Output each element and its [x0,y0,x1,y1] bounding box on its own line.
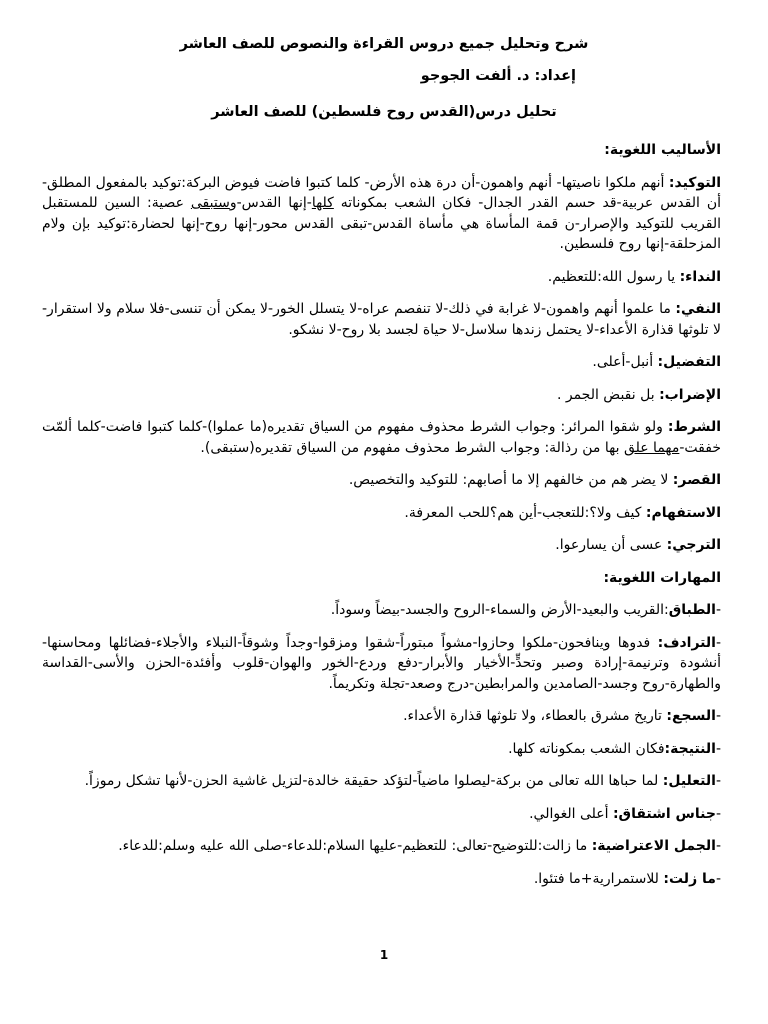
nafi-text: ما علموا أنهم واهمون-لا غرابة في ذلك-لا تنفصم عراه-لا يتسلل الخور-لا يمكن أن تنسى-فلا سلام ولا استقرار-لا تلوثها قذارة الأعداء-لا يحتمل زندها سلاسل-لا حياة لجسد بلا روح-لا نشكو. [42,301,721,338]
saja-label: السجع: [666,708,716,724]
nateeja-text: فكان الشعب بمكوناته كلها. [508,740,665,757]
idrab-paragraph [42,385,721,406]
styles-heading: الأساليب اللغوية: [604,142,721,158]
itiradiya-paragraph [42,836,721,857]
mazalat-dash: - [715,870,721,887]
taraduf-paragraph [42,633,721,695]
saja-paragraph [42,706,721,727]
shart-text-a: ولو شقوا المرائر: وجواب الشرط محذوف مفهوم من السياق تقديره(ما عملوا)-كلما كتبوا فاضت-كلما ألمّت خفقت- [42,419,721,456]
document-body [42,140,721,901]
taaleel-label: التعليل: [662,773,716,789]
tawkeed-underlined-2: ستبقى [190,195,230,211]
nida-paragraph [42,267,721,288]
taaleel-dash: - [715,773,721,789]
skills-heading: المهارات اللغوية: [603,569,721,586]
lesson-subtitle: تحليل درس(القدس روح فلسطين) للصف العاشر [211,104,557,120]
saja-text: تاريخ مشرق بالعطاء، ولا تلوثها قذارة الأعداء. [403,708,667,724]
shart-paragraph [42,417,721,458]
tarajji-label: الترجي: [666,537,721,553]
idrab-label: الإضراب: [659,386,721,403]
mazalat-paragraph [42,869,721,890]
saja-dash: - [715,708,721,724]
taraduf-text: فدوها وينافحون-ملكوا وحازوا-مشواً مبتوراً-شقوا ومزقوا-وجداً وشوقاً-النبلاء والأجلاء-فضائلها ومحاسنها-أنشودة وترنيمة-إرادة وصبر وتحدٍّ-الأخيار والأبرار-دفع وردع-الخور والهوان-قلوب وأفئدة-الحزن والأسى-القداسة والطهارة-روح وجسد-الصامدين والمرابطين-درج وصعد-تجلة وتكريماً. [42,634,721,692]
tawkeed-text-a: أنهم ملكوا ناصيتها- أنهم واهمون-أن درة هذه الأرض- كلما كتبوا فاضت فيوض البركة:توكيد بالمفعول المطلق-أن القدس عربية-قد حسم القدر الجدال- فكان الشعب بمكوناته [42,174,721,211]
shart-text-b: بها من رذالة: وجواب الشرط محذوف مفهوم من السياق تقديره(ستبقى). [200,439,624,456]
shart-underlined: مهما علق [623,439,680,456]
itiradiya-dash: - [715,838,721,854]
tawkeed-text-c: عصية: السين للمستقبل القريب للتوكيد والإصرار-ن قمة المأساة هي مأساة القدس-تبقى القدس محور-إنها روح-إنها لحضارة:توكيد بإن ولام المزحلقة-إنها روح فلسطين. [42,195,721,252]
itiradiya-label: الجمل الاعتراضية: [591,838,716,854]
mazalat-label: ما زلت: [663,870,716,887]
tarajji-text: عسى أن يسارعوا. [555,537,667,553]
tawkeed-label: التوكيد: [668,174,721,191]
tibaq-paragraph [42,600,721,621]
tafdeel-label: التفضيل: [657,354,721,370]
jinas-paragraph [42,804,721,825]
taraduf-dash: - [715,634,721,651]
tafdeel-paragraph [42,352,721,373]
idrab-text: بل نقبض الجمر . [556,386,660,403]
taaleel-paragraph [42,771,721,792]
tibaq-dash: - [715,602,721,618]
nida-text: يا رسول الله:للتعظيم. [547,268,680,285]
taraduf-label: الترادف: [657,634,716,651]
nateeja-dash: - [715,740,721,757]
qasr-text: لا يضر هم من خالفهم إلا ما أصابهم: للتوكيد والتخصيص. [348,472,673,488]
nateeja-paragraph [42,739,721,760]
istifham-text: كيف ولا؟:للتعجب-أين هم؟للحب المعرفة. [404,504,646,521]
tibaq-text: :القريب والبعيد-الأرض والسماء-الروح والجسد-بيضاً وسوداً. [330,602,669,618]
tawkeed-paragraph [42,173,721,255]
shart-label: الشرط: [667,419,721,435]
author-line: إعداد: د. ألفت الجوجو [420,68,576,84]
nateeja-label: النتيجة: [664,740,716,757]
page-number: 1 [379,948,389,962]
document-title: شرح وتحليل جميع دروس القراءة والنصوص للصف العاشر [179,36,589,52]
tafdeel-text: أنبل-أعلى. [592,354,658,370]
qasr-label: القصر: [672,472,721,488]
jinas-text: أعلى الغوالي. [529,805,613,822]
istifham-paragraph [42,503,721,524]
tawkeed-text-b: -إنها القدس-و [229,195,312,211]
mazalat-text: للاستمرارية+ما فتئوا. [533,870,664,887]
jinas-dash: - [715,805,721,822]
jinas-label: جناس اشتقاق: [612,805,716,822]
nafi-paragraph [42,299,721,340]
taaleel-text: لما حباها الله تعالى من بركة-ليصلوا ماضياً-لتؤكد حقيقة خالدة-لتزيل غاشية الحزن-لأنها تشكل رموزاً. [84,773,663,789]
istifham-label: الاستفهام: [645,504,721,521]
qasr-paragraph [42,470,721,491]
nida-label: النداء: [679,268,721,285]
tibaq-label: الطباق [668,602,716,618]
tarajji-paragraph [42,535,721,556]
itiradiya-text: ما زالت:للتوضيح-تعالى: للتعظيم-عليها السلام:للدعاء-صلى الله عليه وسلم:للدعاء. [118,838,592,854]
tawkeed-underlined-1: كلها [311,195,334,211]
nafi-label: النفي: [675,301,721,317]
